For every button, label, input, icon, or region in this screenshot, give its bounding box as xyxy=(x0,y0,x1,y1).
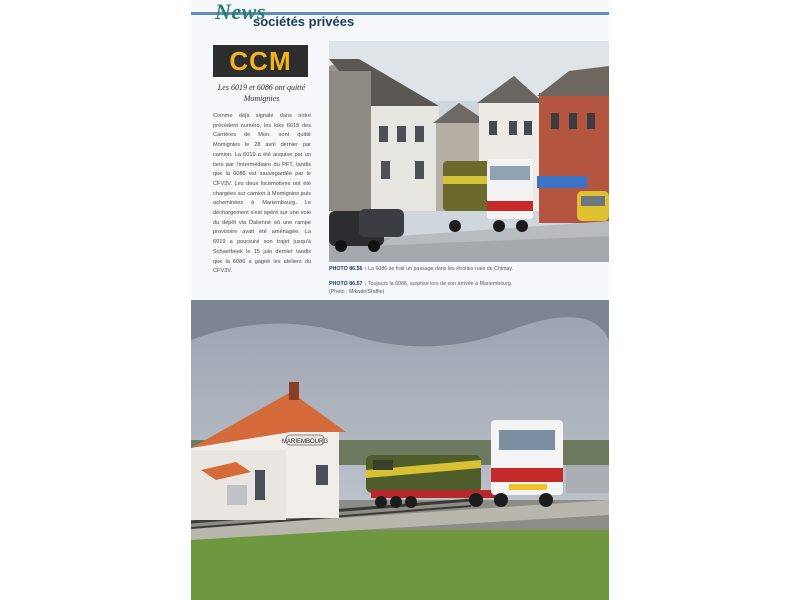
news-title: News xyxy=(215,0,266,24)
caption-2-text: Toujours la 6086, surprise lors de son arrivée à Mariembourg. xyxy=(368,281,513,287)
article-headline: Les 6019 et 6086 ont quitté Momignies xyxy=(217,83,306,103)
caption-1 xyxy=(329,265,605,273)
caption-1-arrow: ↑ xyxy=(363,266,367,272)
caption-2 xyxy=(329,280,605,296)
caption-1-text: La 6086 se frait un passage dans les étroites rues de Chimay. xyxy=(368,266,514,272)
magazine-page xyxy=(191,0,609,600)
caption-2-credit: (Photo : Mikado/Staffie) xyxy=(329,289,385,295)
ccm-logo-text: CCM xyxy=(229,45,292,76)
section-subtitle: sociétés privées xyxy=(253,14,355,29)
station-sign: MARIEMBOURG xyxy=(281,439,329,445)
caption-2-arrow: ↓ xyxy=(363,281,367,287)
caption-1-ref: PHOTO 86.56 xyxy=(329,266,363,272)
ccm-logo xyxy=(213,45,308,77)
article-body: Comme déjà signalé dans notre précédent numéro, les loks 6019 des Carrières de Mon. sont quitté Momignies le 28 avril dernier par camion. La 6019 a été acquise par un tiers par l'intermédiaire du PFT, tandis que la 6086 est sauvegardée par le CFV3V. Les deux locomotives ont été chargées sur camion à Momignies puis acheminées à Mariembourg. Le déchargement s'est opéré sur une voie du dépôt via Dalienne où une rampe provisoire avait été aménagée. La 6019 a poursuivi son trajet jusqu'à Schaerbeek le 15 juin dernier tandis que la 6086 a gagné les ateliers du CFV3V. xyxy=(213,113,311,275)
photo-station-arrival xyxy=(191,300,609,600)
photo-street-transport xyxy=(329,41,609,262)
caption-2-ref: PHOTO 86.57 xyxy=(329,281,363,287)
